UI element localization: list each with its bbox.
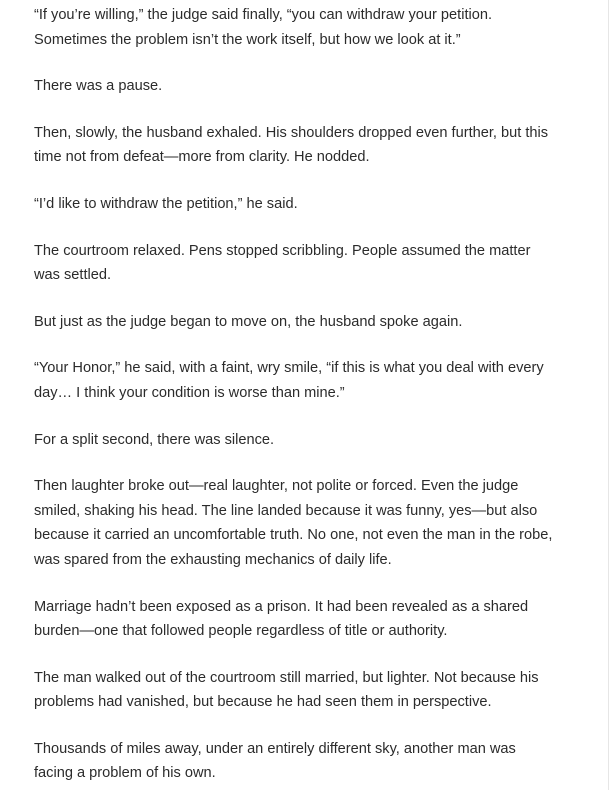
article-body — [34, 3, 600, 808]
paragraph — [34, 474, 600, 572]
paragraph-line: burden—one that followed people regardless of title or authority. — [34, 623, 448, 640]
paragraph — [34, 310, 600, 335]
paragraph — [34, 192, 600, 217]
paragraph-line: was settled. — [34, 267, 112, 284]
paragraph-line: time not from defeat—more from clarity. He nodded. — [34, 149, 370, 166]
paragraph-line: Thousands of miles away, under an entirely different sky, another man was — [34, 740, 516, 757]
paragraph-line: because it carried an uncomfortable truth. No one, not even the man in the robe, — [34, 527, 553, 544]
paragraph-line: There was a pause. — [34, 78, 163, 95]
paragraph-line: was spared from the exhausting mechanics of daily life. — [34, 551, 392, 568]
paragraph — [34, 121, 600, 170]
paragraph — [34, 3, 600, 52]
paragraph — [34, 737, 600, 786]
paragraph — [34, 428, 600, 453]
paragraph-line: Then laughter broke out—real laughter, not polite or forced. Even the judge — [34, 478, 519, 495]
paragraph-line: The man walked out of the courtroom still married, but lighter. Not because his — [34, 669, 539, 686]
paragraph-line: smiled, shaking his head. The line landed because it was funny, yes—but also — [34, 502, 538, 519]
paragraph — [34, 356, 600, 405]
paragraph — [34, 595, 600, 644]
paragraph-line: facing a problem of his own. — [34, 765, 216, 782]
paragraph-line: For a split second, there was silence. — [34, 431, 275, 448]
paragraph — [34, 74, 600, 99]
paragraph-line: Sometimes the problem isn’t the work itself, but how we look at it.” — [34, 31, 461, 48]
paragraph-line: day… I think your condition is worse than mine.” — [34, 384, 345, 401]
paragraph-line: The courtroom relaxed. Pens stopped scribbling. People assumed the matter — [34, 242, 531, 259]
paragraph-line: But just as the judge began to move on, the husband spoke again. — [34, 313, 463, 330]
paragraph-line: “Your Honor,” he said, with a faint, wry smile, “if this is what you deal with every — [34, 360, 544, 377]
paragraph-line: Then, slowly, the husband exhaled. His shoulders dropped even further, but this — [34, 124, 549, 141]
paragraph-line: problems had vanished, but because he had seen them in perspective. — [34, 694, 492, 711]
paragraph-line: “I’d like to withdraw the petition,” he said. — [34, 195, 298, 212]
paragraph — [34, 239, 600, 288]
paragraph — [34, 666, 600, 715]
paragraph-line: “If you’re willing,” the judge said finally, “you can withdraw your petition. — [34, 7, 493, 23]
paragraph-line: Marriage hadn’t been exposed as a prison. It had been revealed as a shared — [34, 598, 529, 615]
